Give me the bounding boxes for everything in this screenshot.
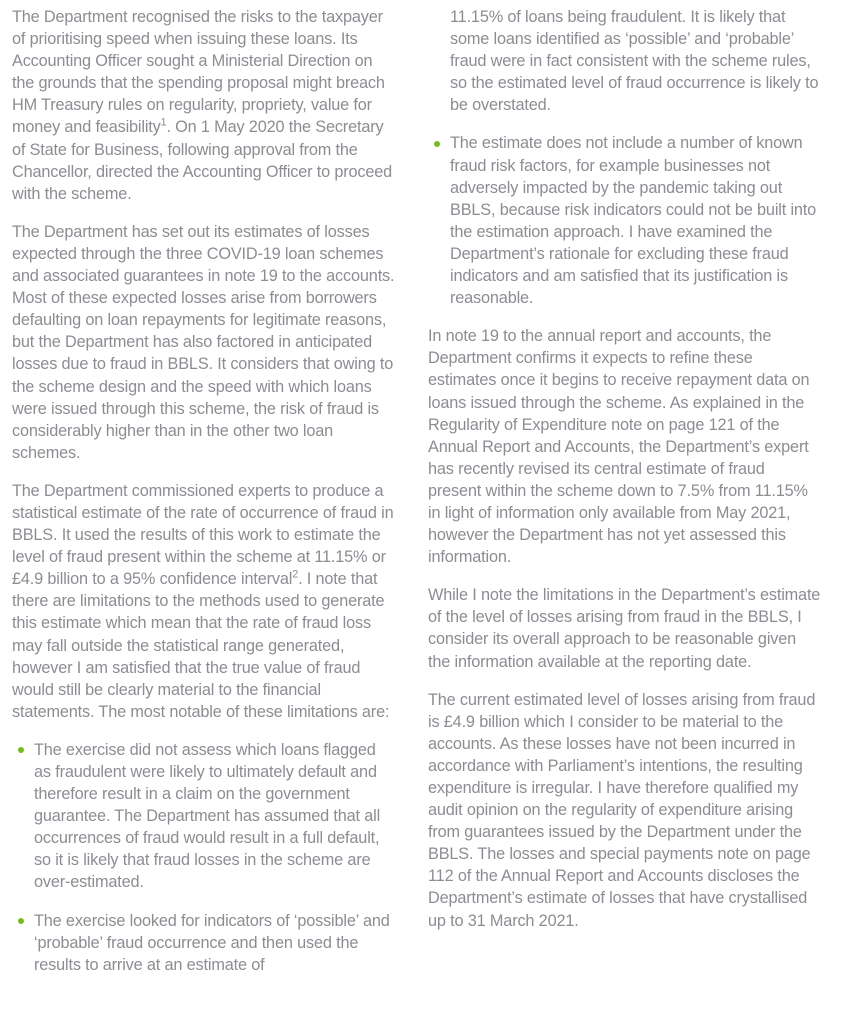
paragraph-qualified-opinion: The current estimated level of losses arising from fraud is £4.9 billion which I consider to be material to the accounts. As these losses have not been incurred in accordance with Parliament’s intentions, the resulting expenditure is irregular. I have therefore qualified my audit opinion on the regularity of expenditure arising from guarantees issued by the Department under the BBLS. The losses and special payments note on page 112 of the Annual Report and Accounts discloses the Department’s estimate of losses that have crystallised up to 31 March 2021.	[428, 690, 816, 930]
list-item	[12, 910, 396, 976]
list-item-text: The estimate does not include a number of known fraud risk factors, for example businesses not adversely impacted by the pandemic taking out BBLS, because risk indicators could not be built into the estimation approach. I have examined the Department’s rationale for excluding these fraud indicators and am satisfied that its justification is reasonable.	[450, 134, 817, 308]
paragraph-note-19-refinement: In note 19 to the annual report and accounts, the Department confirms it expects to refine these estimates once it begins to receive repayment data on loans issued through the scheme. As explained in the Regularity of Expenditure note on page 121 of the Annual Report and Accounts, the Department’s expert has recently revised its central estimate of fraud present within the scheme down to 7.5% from 11.15% in light of information only available from May 2021, however the Department has not yet assessed this information.	[428, 327, 810, 567]
paragraph-statistical-estimate	[12, 480, 396, 723]
paragraph-ministerial-direction	[12, 6, 396, 205]
bullet-continuation-text: 11.15% of loans being fraudulent. It is likely that some loans identified as ‘possible’ and ‘probable’ fraud were in fact consistent with the scheme rules, so the estimated level of fraud occurrence is likely to be overstated.	[450, 8, 819, 115]
footnote-marker-1: 1	[160, 117, 167, 130]
paragraph-loss-estimates: The Department has set out its estimates of losses expected through the three COVID-19 loan schemes and associated guarantees in note 19 to the accounts. Most of these expected losses arise from borrowers defaulting on loan repayments for legitimate reasons, but the Department has also factored in anticipated losses due to fraud in BBLS. It considers that owing to the scheme design and the speed with which loans were issued through this scheme, the risk of fraud is considerably higher than in the other two loan schemes.	[12, 222, 395, 462]
limitations-bullet-list-continued	[428, 132, 822, 309]
two-column-layout	[0, 6, 848, 992]
paragraph-overall-approach: While I note the limitations in the Department’s estimate of the level of losses arising from fraud in the BBLS, I consider its overall approach to be reasonable given the information available at the reporting date.	[428, 586, 821, 671]
list-item-text: The exercise did not assess which loans flagged as fraudulent were likely to ultimately default and therefore result in a claim on the government guarantee. The Department has assumed that all occurrences of fraud would result in a full default, so it is likely that fraud losses in the scheme are over-estimated.	[34, 740, 381, 892]
footnote-marker-2: 2	[292, 568, 299, 581]
bullet-dot-icon	[18, 918, 24, 924]
bullet-dot-icon	[18, 747, 24, 753]
list-item-text: The exercise looked for indicators of ‘possible’ and ‘probable’ fraud occurrence and then used the results to arrive at an estimate of	[34, 911, 390, 974]
paragraph-text-continued: . I note that there are limitations to the methods used to generate this estimate which mean that the rate of fraud loss may fall outside the statistical range generated, however I am satisfied that the true value of fraud would still be clearly material to the financial statements. The most notable of these limitations are:	[12, 570, 390, 721]
right-column	[424, 6, 848, 932]
list-item	[12, 739, 396, 894]
bullet-dot-icon	[434, 141, 440, 147]
paragraph-text: The Department commissioned experts to produce a statistical estimate of the rate of occurrence of fraud in BBLS. It used the results of this work to estimate the level of fraud present within the scheme at 11.15% or £4.9 billion to a 95% confidence interval	[12, 481, 394, 589]
list-item	[428, 132, 822, 309]
left-column	[0, 6, 424, 992]
paragraph-text-continued: . On 1 May 2020 the Secretary of State for Business, following approval from the Chancellor, directed the Accounting Officer to proceed with the scheme.	[12, 118, 393, 203]
paragraph-text: The Department recognised the risks to the taxpayer of prioritising speed when issuing these loans. Its Accounting Officer sought a Ministerial Direction on the grounds that the spending proposal might breach HM Treasury rules on regularity, propriety, value for money and feasibility	[12, 8, 385, 137]
limitations-bullet-list	[12, 739, 396, 976]
